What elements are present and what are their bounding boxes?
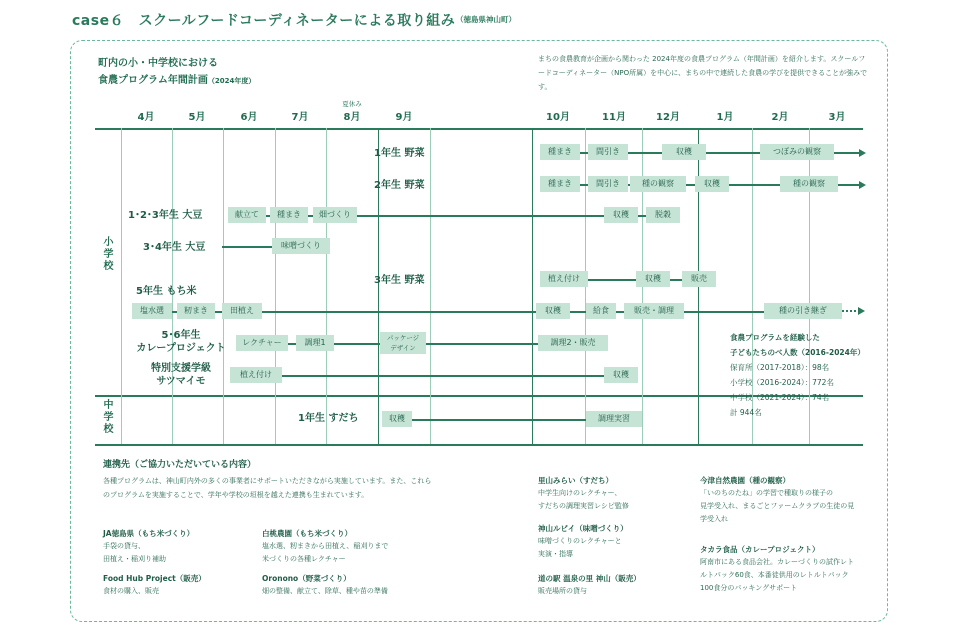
activity-box: 収穫 bbox=[536, 303, 570, 319]
box-line2: デザイン bbox=[390, 344, 416, 352]
grid-col bbox=[430, 128, 431, 444]
row-label-3: 1･2･3年生 大豆 bbox=[128, 210, 203, 221]
activity-box: 種の観察 bbox=[780, 176, 838, 192]
month-feb: 2月 bbox=[771, 112, 789, 123]
partner-desc: 田植え・稲刈り補助 bbox=[103, 555, 166, 563]
activity-box: 籾まき bbox=[177, 303, 215, 319]
grid-col bbox=[121, 128, 122, 444]
partner-desc: 中学生向けのレクチャー、 bbox=[538, 489, 622, 497]
activity-box: 献立て bbox=[228, 207, 266, 223]
activity-box: 種の引き継ぎ bbox=[764, 303, 842, 319]
row-track bbox=[222, 246, 272, 248]
box-line1: パッケージ bbox=[386, 334, 420, 342]
activity-box: 収穫 bbox=[604, 367, 638, 383]
partner-desc: 味噌づくりのレクチャーと bbox=[538, 537, 622, 545]
activity-box: 種まき bbox=[540, 144, 580, 160]
stats-head2: 子どもたちのべ人数（2016-2024年） bbox=[730, 348, 865, 357]
partner-item bbox=[262, 527, 442, 566]
row-label-4: 3･4年生 大豆 bbox=[143, 242, 206, 253]
activity-box-package-design bbox=[380, 332, 426, 354]
activity-box: 給食 bbox=[586, 303, 616, 319]
page-header bbox=[72, 10, 455, 32]
arrow-icon bbox=[859, 149, 866, 157]
row-label-9: 1年生 すだち bbox=[298, 413, 359, 424]
section-elementary: 小学校 bbox=[101, 236, 112, 272]
row-label-7-line1: 5･6年生 bbox=[161, 330, 201, 341]
stats-block bbox=[730, 330, 865, 420]
intro-text: まちの食農教育が企画から関わった 2024年度の食農プログラム（年間計画）を紹介します。スクールフードコーディネーター（NPO所属）を中心に、まちの中で連続した食農の学びを提供できることが強みです。 bbox=[538, 55, 868, 91]
grid-col bbox=[223, 128, 224, 444]
partner-desc: 見学受入れ、まるごとファームクラブの生徒の見学受入れ bbox=[700, 502, 855, 523]
row-label-8 bbox=[136, 362, 226, 388]
row-label-6: 5年生 もち米 bbox=[136, 286, 197, 297]
partner-item bbox=[538, 474, 688, 513]
stats-line4: 計 944名 bbox=[730, 408, 762, 417]
activity-box: 収穫 bbox=[636, 271, 670, 287]
month-apr: 4月 bbox=[137, 112, 155, 123]
partner-name: 白桃農園（もち米づくり） bbox=[262, 529, 352, 538]
partner-name: 神山ルビイ（味噌づくり） bbox=[538, 524, 628, 533]
partner-name: タカラ食品（カレープロジェクト） bbox=[700, 545, 820, 554]
summer-note: 夏休み bbox=[342, 100, 362, 108]
row-label-2: 2年生 野菜 bbox=[374, 180, 425, 191]
month-jan: 1月 bbox=[716, 112, 734, 123]
partner-item bbox=[103, 572, 253, 598]
partner-desc: 手袋の貸与、 bbox=[103, 542, 145, 550]
activity-box: 塩水選 bbox=[132, 303, 172, 319]
partners-title: 連携先（ご協力いただいている内容） bbox=[103, 460, 257, 470]
partner-desc: 販売場所の貸与 bbox=[538, 587, 587, 595]
stats-line1: 保育所（2017-2018）：98名 bbox=[730, 363, 830, 372]
arrow-icon bbox=[859, 181, 866, 189]
activity-box: 間引き bbox=[588, 144, 628, 160]
row-label-8-line2: サツマイモ bbox=[156, 376, 206, 387]
month-jun: 6月 bbox=[240, 112, 258, 123]
activity-box: 脱穀 bbox=[646, 207, 680, 223]
month-oct: 10月 bbox=[546, 112, 570, 123]
partner-item bbox=[700, 474, 860, 526]
partner-item bbox=[262, 572, 442, 598]
partner-item bbox=[538, 572, 688, 598]
partner-desc: 米づくりの各種レクチャー bbox=[262, 555, 346, 563]
partner-desc: 畑の整備、献立て、除草、種や苗の準備 bbox=[262, 587, 388, 595]
month-may: 5月 bbox=[188, 112, 206, 123]
section-junior: 中学校 bbox=[101, 399, 112, 435]
month-aug: 8月 bbox=[343, 112, 361, 123]
month-dec: 12月 bbox=[656, 112, 680, 123]
partner-desc: 「いのちのたね」の学習で種取りの様子の bbox=[700, 489, 833, 497]
partner-desc: すだちの調理実習レシピ監修 bbox=[538, 502, 629, 510]
plan-title-year: （2024年度） bbox=[207, 77, 256, 85]
activity-box: 植え付け bbox=[230, 367, 282, 383]
plan-title-line1: 町内の小・中学校における bbox=[98, 58, 218, 69]
row-label-7-line2: カレープロジェクト bbox=[136, 343, 226, 354]
activity-box: 田植え bbox=[222, 303, 262, 319]
plan-title bbox=[98, 55, 255, 90]
activity-box: 収穫 bbox=[382, 411, 412, 427]
row-label-5: 3年生 野菜 bbox=[374, 275, 425, 286]
row-label-8-line1: 特別支援学級 bbox=[151, 363, 211, 374]
partner-name: 里山みらい（すだち） bbox=[538, 476, 613, 485]
partners-desc: 各種プログラムは、神山町内外の多くの事業者にサポートいただきながら実施しています。また、これらのプログラムを実施することで、学年や学校の垣根を越えた連携も生まれています。 bbox=[103, 477, 432, 499]
partner-desc: 塩水選、籾まきから田植え、稲刈りまで bbox=[262, 542, 389, 550]
partner-item bbox=[700, 543, 860, 595]
stats-line3: 中学校（2021-2024）：74名 bbox=[730, 393, 830, 402]
activity-box: 収穫 bbox=[604, 207, 638, 223]
activity-box: 調理実習 bbox=[586, 411, 642, 427]
grid-top-line bbox=[95, 128, 863, 130]
activity-box: 種の観察 bbox=[630, 176, 686, 192]
activity-box: 種まき bbox=[540, 176, 580, 192]
activity-box: 間引き bbox=[588, 176, 628, 192]
partner-name: Oronono（野菜づくり） bbox=[262, 574, 351, 583]
activity-box: 味噌づくり bbox=[272, 238, 330, 254]
activity-box: 調理2・販売 bbox=[538, 335, 608, 351]
row-label-1: 1年生 野菜 bbox=[374, 148, 425, 159]
activity-box: 販売・調理 bbox=[624, 303, 684, 319]
grid-col bbox=[275, 128, 276, 444]
month-nov: 11月 bbox=[602, 112, 626, 123]
partner-name: Food Hub Project（販売） bbox=[103, 574, 206, 583]
activity-box: レクチャー bbox=[236, 335, 288, 351]
stats-head1: 食農プログラムを経験した bbox=[730, 333, 820, 342]
partner-name: 今津自然農園（種の観察） bbox=[700, 476, 790, 485]
case-region: （徳島県神山町） bbox=[456, 15, 516, 24]
month-mar: 3月 bbox=[828, 112, 846, 123]
activity-box: 植え付け bbox=[540, 271, 588, 287]
activity-box: 収穫 bbox=[695, 176, 729, 192]
stats-line2: 小学校（2016-2024）：772名 bbox=[730, 378, 834, 387]
partner-name: JA徳島県（もち米づくり） bbox=[103, 529, 195, 538]
month-sep: 9月 bbox=[395, 112, 413, 123]
activity-box: 畑づくり bbox=[313, 207, 357, 223]
partner-desc: 実演・指導 bbox=[538, 550, 573, 558]
partner-item bbox=[538, 522, 688, 561]
arrow-icon bbox=[858, 307, 865, 315]
grid-col bbox=[326, 128, 327, 444]
activity-box: つぼみの観察 bbox=[760, 144, 834, 160]
plan-title-line2: 食農プログラム年間計画 bbox=[98, 75, 208, 86]
row-track bbox=[230, 375, 636, 377]
activity-box: 収穫 bbox=[662, 144, 706, 160]
activity-box: 種まき bbox=[270, 207, 308, 223]
grid-bottom-line bbox=[95, 444, 863, 446]
partner-item bbox=[103, 527, 253, 566]
grid-col bbox=[532, 128, 533, 444]
month-jul: 7月 bbox=[291, 112, 309, 123]
case-title: case６ スクールフードコーディネーターによる取り組み bbox=[72, 13, 456, 29]
partner-name: 道の駅 温泉の里 神山（販売） bbox=[538, 574, 641, 583]
partner-desc: 阿南市にある食品会社。カレーづくりの試作レトルトパック60食、本番徒供用のレトルトパック100食分のパッキングサポート bbox=[700, 558, 854, 592]
activity-box: 調理1 bbox=[296, 335, 334, 351]
activity-box: 販売 bbox=[682, 271, 716, 287]
row-label-7 bbox=[132, 329, 230, 355]
partner-desc: 食材の購入、販売 bbox=[103, 587, 159, 595]
